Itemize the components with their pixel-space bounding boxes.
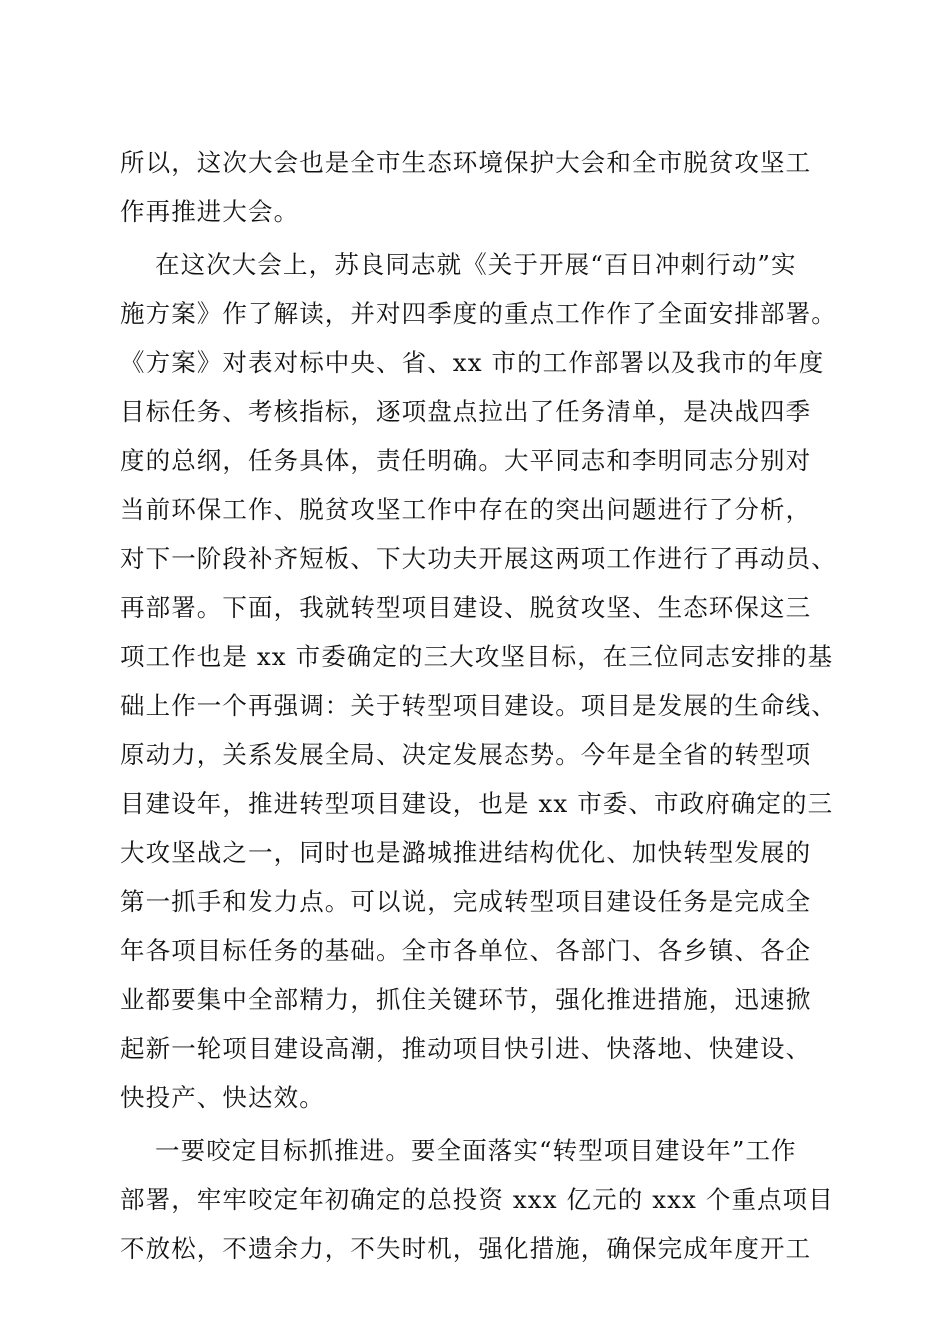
text-line: 对下一阶段补齐短板、下大功夫开展这两项工作进行了再动员、 [120, 544, 837, 573]
text-line: 作再推进大会。 [120, 197, 300, 226]
text-line: 在这次大会上，苏良同志就《关于开展“百日冲刺行动”实 [155, 250, 797, 279]
text-line: 再部署。下面，我就转型项目建设、脱贫攻坚、生态环保这三 [120, 593, 812, 622]
text-line: 一要咬定目标抓推进。要全面落实“转型项目建设年”工作 [155, 1136, 797, 1165]
text-line: 施方案》作了解读，并对四季度的重点工作作了全面安排部署。 [120, 299, 837, 328]
paragraph-1 [120, 138, 840, 236]
text-line: 起新一轮项目建设高潮，推动项目快引进、快落地、快建设、 [120, 1034, 812, 1063]
document-body [120, 138, 840, 1273]
text-line: 项工作也是 xx 市委确定的三大攻坚目标，在三位同志安排的基 [120, 642, 834, 671]
text-line: 业都要集中全部精力，抓住关键环节，强化推进措施，迅速掀 [120, 985, 812, 1014]
paragraph-3 [120, 1126, 840, 1273]
text-line: 目建设年，推进转型项目建设，也是 xx 市委、市政府确定的三 [120, 789, 834, 818]
text-line: 度的总纲，任务具体，责任明确。大平同志和李明同志分别对 [120, 446, 812, 475]
text-line: 目标任务、考核指标，逐项盘点拉出了任务清单，是决战四季 [120, 397, 812, 426]
text-line: 础上作一个再强调：关于转型项目建设。项目是发展的生命线、 [120, 691, 837, 720]
text-line: 原动力，关系发展全局、决定发展态势。今年是全省的转型项 [120, 740, 812, 769]
text-line: 年各项目标任务的基础。全市各单位、各部门、各乡镇、各企 [120, 936, 812, 965]
text-line: 大攻坚战之一，同时也是潞城推进结构优化、加快转型发展的 [120, 838, 812, 867]
text-line: 快投产、快达效。 [120, 1083, 325, 1112]
text-line: 第一抓手和发力点。可以说，完成转型项目建设任务是完成全 [120, 887, 812, 916]
text-line: 《方案》对表对标中央、省、xx 市的工作部署以及我市的年度 [120, 348, 825, 377]
text-line: 不放松，不遗余力，不失时机，强化措施，确保完成年度开工 [120, 1234, 812, 1263]
text-line: 当前环保工作、脱贫攻坚工作中存在的突出问题进行了分析， [120, 495, 812, 524]
paragraph-2 [120, 240, 840, 1122]
text-line: 部署，牢牢咬定年初确定的总投资 xxx 亿元的 xxx 个重点项目 [120, 1185, 834, 1214]
text-line: 所以，这次大会也是全市生态环境保护大会和全市脱贫攻坚工 [120, 148, 812, 177]
